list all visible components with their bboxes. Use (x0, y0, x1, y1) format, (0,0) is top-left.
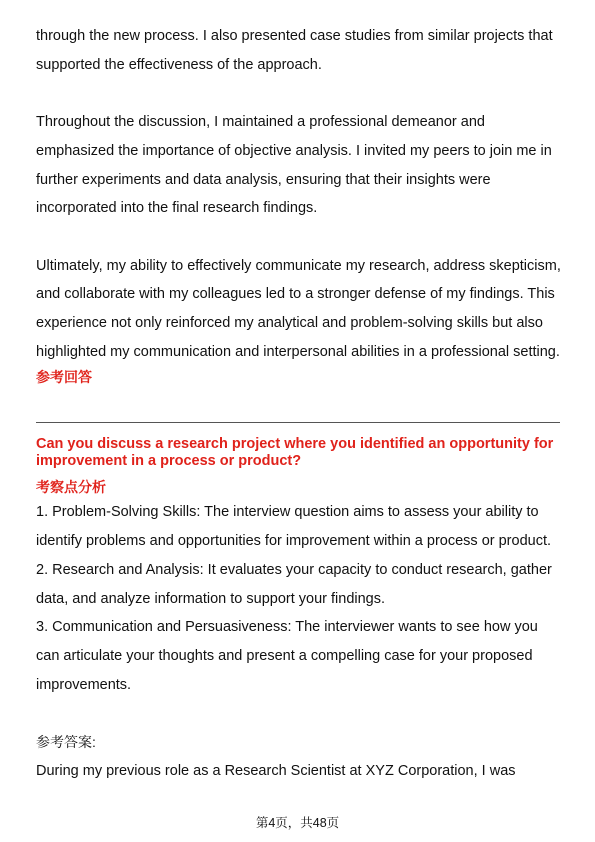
page-content (36, 22, 560, 785)
section-divider (36, 422, 560, 423)
analysis-line: improvements. (36, 676, 132, 693)
answer-line: During my previous role as a Research Scientist at XYZ Corporation, I was (36, 762, 516, 779)
reference-answer-heading: 参考回答 (36, 369, 92, 386)
analysis-line: 1. Problem-Solving Skills: The interview question aims to assess your ability to (36, 504, 539, 521)
body-line: experience not only reinforced my analytical and problem-solving skills but also (36, 315, 543, 331)
analysis-heading: 考察点分析 (36, 479, 106, 496)
body-line: Throughout the discussion, I maintained a professional demeanor and (36, 114, 485, 131)
analysis-line: 2. Research and Analysis: It evaluates your capacity to conduct research, gather (36, 561, 552, 578)
analysis-line: data, and analyze information to support your findings. (36, 590, 386, 607)
analysis-line: can articulate your thoughts and present a compelling case for your proposed (36, 647, 533, 664)
answer-heading: 参考答案: (36, 734, 96, 751)
question-heading (36, 436, 560, 470)
question-line: Can you discuss a research project where you identified an opportunity for (36, 436, 554, 453)
page-footer: 第4页，共48页 (255, 816, 340, 830)
body-line: incorporated into the final research findings. (36, 200, 318, 217)
analysis-line: identify problems and opportunities for improvement within a process or product. (36, 533, 552, 550)
body-line: supported the effectiveness of the approach. (36, 56, 322, 73)
body-line: highlighted my communication and interpersonal abilities in a professional setting. (36, 343, 560, 360)
body-line: further experiments and data analysis, ensuring that their insights were (36, 171, 491, 188)
question-line: improvement in a process or product? (36, 453, 302, 470)
body-line: emphasized the importance of objective analysis. I invited my peers to join me in (36, 142, 552, 159)
body-line: Ultimately, my ability to effectively communicate my research, address skepticism, (36, 257, 561, 274)
body-line: through the new process. I also presented case studies from similar projects that (36, 28, 553, 44)
analysis-line: 3. Communication and Persuasiveness: The interviewer wants to see how you (36, 619, 538, 636)
body-line: and collaborate with my colleagues led to a stronger defense of my findings. This (36, 286, 555, 303)
